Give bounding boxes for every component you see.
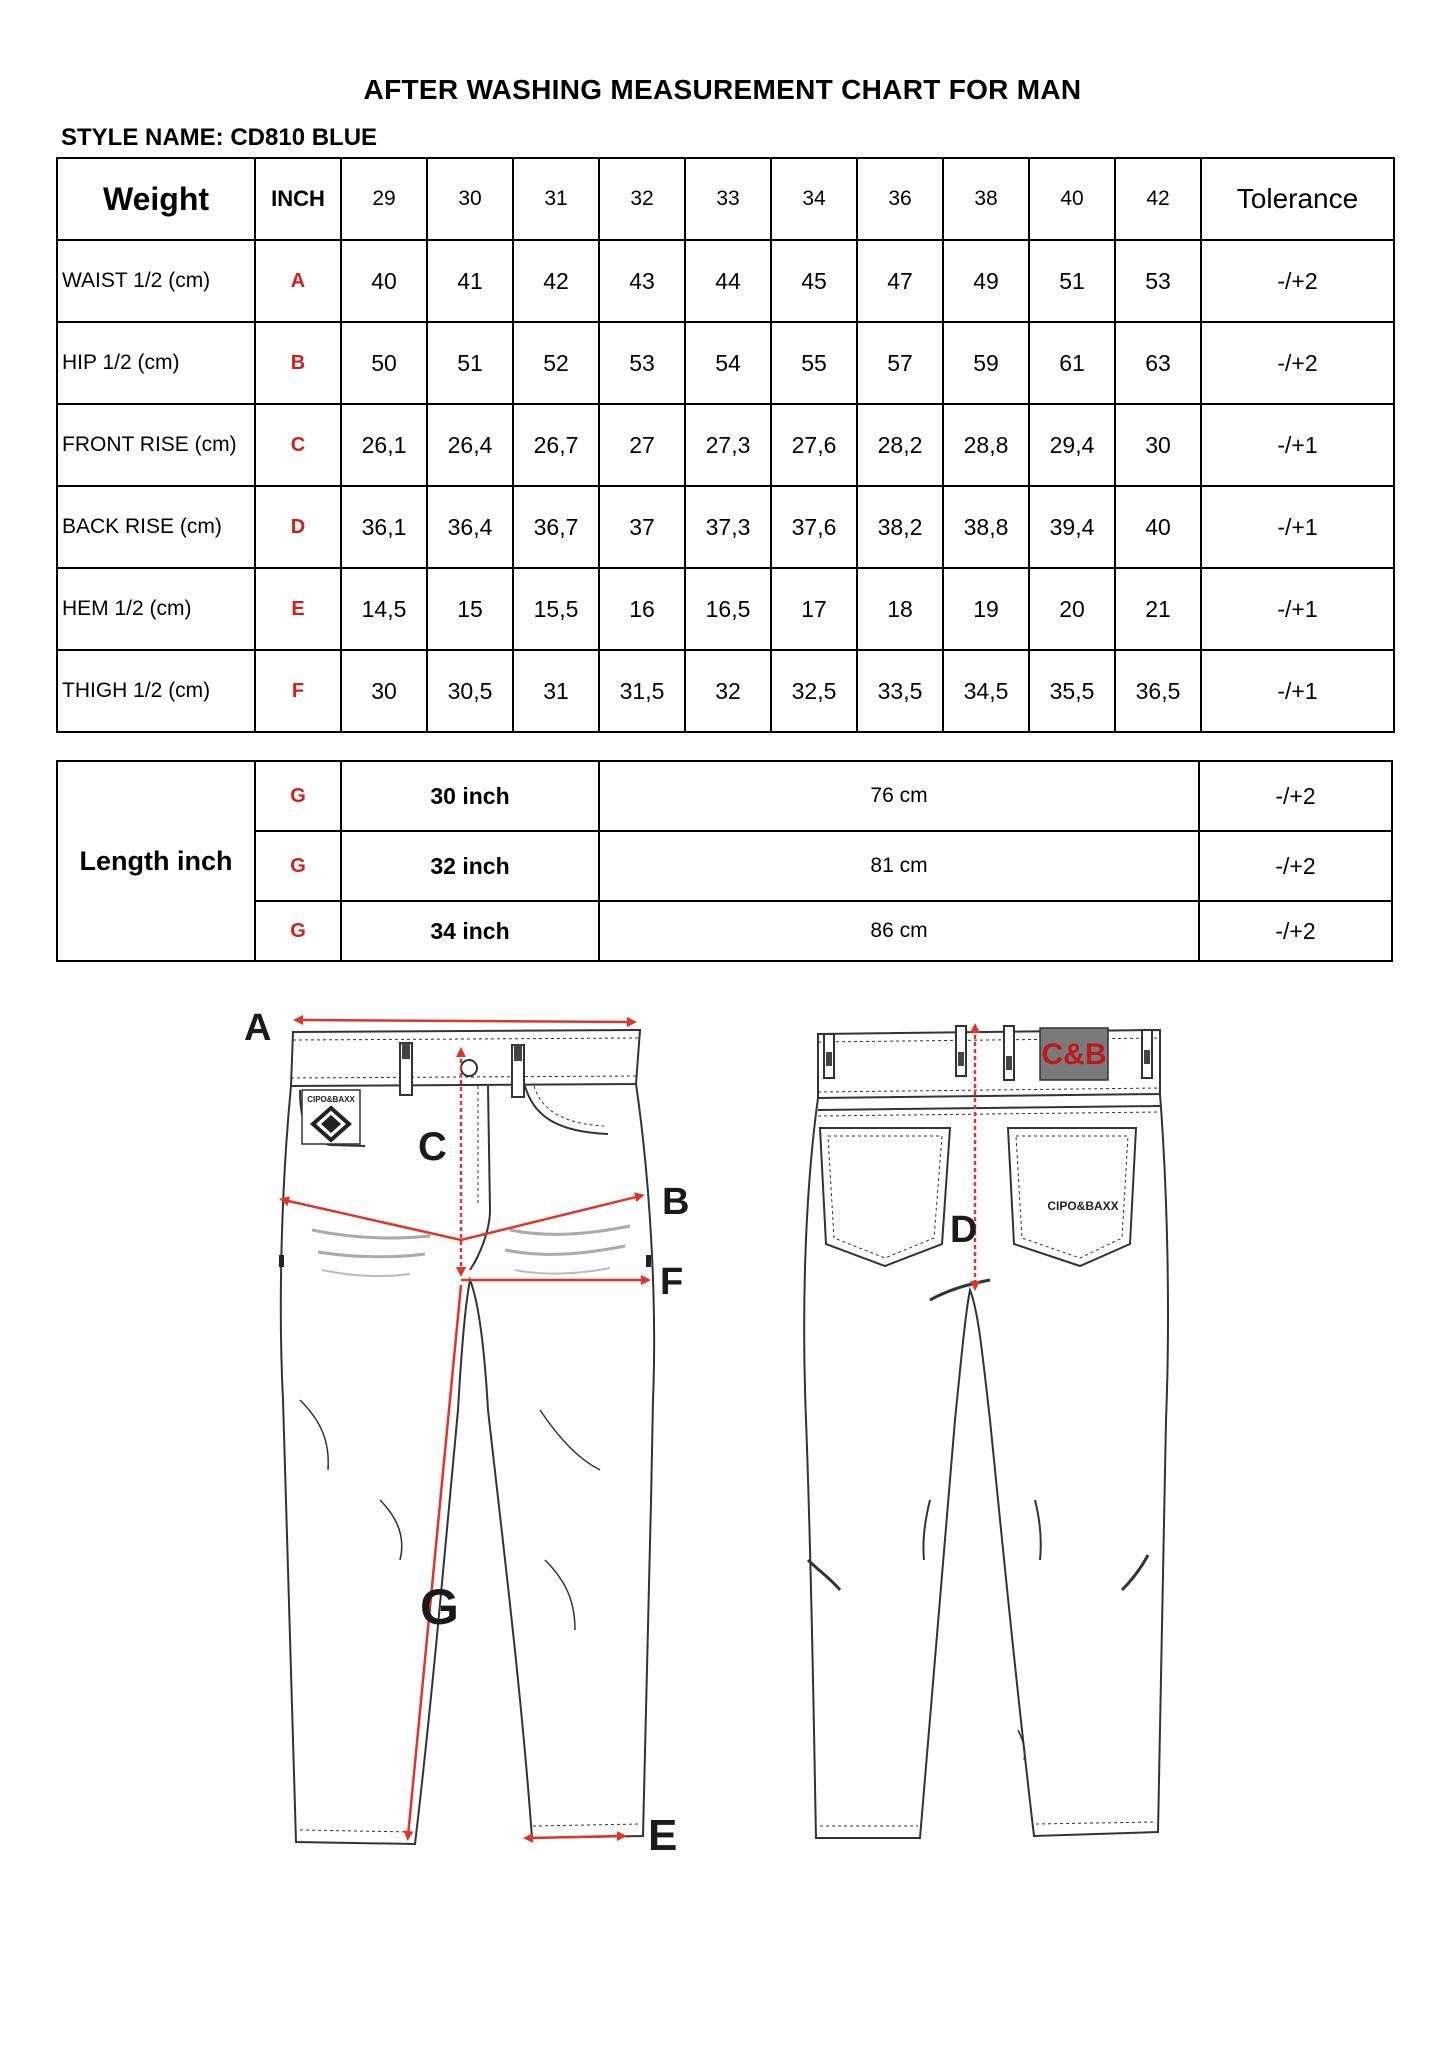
measurement-value: 39,4 bbox=[1029, 486, 1115, 568]
style-name: STYLE NAME: CD810 BLUE bbox=[61, 124, 378, 151]
measurement-value: 47 bbox=[857, 240, 943, 322]
length-code: G bbox=[255, 831, 341, 901]
measurement-value: 40 bbox=[1115, 486, 1201, 568]
length-tolerance: -/+2 bbox=[1199, 831, 1392, 901]
header-size: 29 bbox=[341, 158, 427, 240]
length-label: Length inch bbox=[57, 761, 255, 961]
measurement-value: 15 bbox=[427, 568, 513, 650]
measurement-value: 37 bbox=[599, 486, 685, 568]
measurement-value: 36,7 bbox=[513, 486, 599, 568]
measurement-value: 14,5 bbox=[341, 568, 427, 650]
hem-measure-line bbox=[528, 1836, 622, 1838]
marker-e: E bbox=[648, 1811, 678, 1860]
measurement-value: 57 bbox=[857, 322, 943, 404]
measurement-value: 54 bbox=[685, 322, 771, 404]
header-size: 42 bbox=[1115, 158, 1201, 240]
length-cm: 76 cm bbox=[599, 761, 1199, 831]
measurement-value: 27,6 bbox=[771, 404, 857, 486]
measurement-value: 19 bbox=[943, 568, 1029, 650]
measurement-value: 26,4 bbox=[427, 404, 513, 486]
length-cm: 81 cm bbox=[599, 831, 1199, 901]
measurement-value: 21 bbox=[1115, 568, 1201, 650]
measurement-value: 20 bbox=[1029, 568, 1115, 650]
measurement-label: THIGH 1/2 (cm) bbox=[57, 650, 255, 732]
length-inch: 30 inch bbox=[341, 761, 599, 831]
measurement-tolerance: -/+2 bbox=[1201, 322, 1394, 404]
measurement-value: 50 bbox=[341, 322, 427, 404]
measurement-value: 51 bbox=[427, 322, 513, 404]
waist-measure-line bbox=[298, 1020, 632, 1022]
measurement-label: BACK RISE (cm) bbox=[57, 486, 255, 568]
header-size: 40 bbox=[1029, 158, 1115, 240]
measurement-value: 26,1 bbox=[341, 404, 427, 486]
measurement-value: 31,5 bbox=[599, 650, 685, 732]
measurement-value: 17 bbox=[771, 568, 857, 650]
measurement-tolerance: -/+1 bbox=[1201, 486, 1394, 568]
header-size: 32 bbox=[599, 158, 685, 240]
measurement-value: 28,2 bbox=[857, 404, 943, 486]
measurement-value: 53 bbox=[599, 322, 685, 404]
page-title: AFTER WASHING MEASUREMENT CHART FOR MAN bbox=[363, 74, 1082, 105]
measurement-value: 32 bbox=[685, 650, 771, 732]
measurement-tolerance: -/+1 bbox=[1201, 568, 1394, 650]
back-jeans-drawing bbox=[804, 1026, 1168, 1838]
header-tolerance: Tolerance bbox=[1201, 158, 1394, 240]
header-size: 36 bbox=[857, 158, 943, 240]
measurement-code: C bbox=[255, 404, 341, 486]
measurement-value: 49 bbox=[943, 240, 1029, 322]
front-jeans-drawing bbox=[279, 1030, 654, 1844]
measurement-value: 59 bbox=[943, 322, 1029, 404]
measurement-tolerance: -/+1 bbox=[1201, 404, 1394, 486]
measurement-value: 40 bbox=[341, 240, 427, 322]
length-code: G bbox=[255, 901, 341, 961]
measurement-value: 38,2 bbox=[857, 486, 943, 568]
marker-g: G bbox=[420, 1579, 459, 1635]
measurement-tolerance: -/+2 bbox=[1201, 240, 1394, 322]
measurement-value: 41 bbox=[427, 240, 513, 322]
measurement-value: 63 bbox=[1115, 322, 1201, 404]
measurement-value: 52 bbox=[513, 322, 599, 404]
inseam-measure-line bbox=[408, 1285, 461, 1836]
measurement-value: 45 bbox=[771, 240, 857, 322]
marker-c: C bbox=[418, 1125, 447, 1169]
measurement-value: 42 bbox=[513, 240, 599, 322]
length-cm: 86 cm bbox=[599, 901, 1199, 961]
length-tolerance: -/+2 bbox=[1199, 761, 1392, 831]
measurement-label: WAIST 1/2 (cm) bbox=[57, 240, 255, 322]
measurement-code: D bbox=[255, 486, 341, 568]
measurement-value: 43 bbox=[599, 240, 685, 322]
header-size: 31 bbox=[513, 158, 599, 240]
marker-d: D bbox=[950, 1209, 978, 1251]
marker-a: A bbox=[244, 1007, 272, 1049]
header-inch: INCH bbox=[255, 158, 341, 240]
measurement-value: 30,5 bbox=[427, 650, 513, 732]
measurement-value: 29,4 bbox=[1029, 404, 1115, 486]
measurement-value: 16,5 bbox=[685, 568, 771, 650]
measurement-value: 33,5 bbox=[857, 650, 943, 732]
measurement-value: 28,8 bbox=[943, 404, 1029, 486]
measurement-value: 36,1 bbox=[341, 486, 427, 568]
measurement-value: 32,5 bbox=[771, 650, 857, 732]
header-size: 38 bbox=[943, 158, 1029, 240]
measurement-value: 27 bbox=[599, 404, 685, 486]
length-tolerance: -/+2 bbox=[1199, 901, 1392, 961]
header-size: 30 bbox=[427, 158, 513, 240]
measurement-value: 37,6 bbox=[771, 486, 857, 568]
measurement-label: FRONT RISE (cm) bbox=[57, 404, 255, 486]
measurement-tolerance: -/+1 bbox=[1201, 650, 1394, 732]
measurement-label: HEM 1/2 (cm) bbox=[57, 568, 255, 650]
measurement-code: B bbox=[255, 322, 341, 404]
measurement-value: 30 bbox=[341, 650, 427, 732]
measurement-value: 18 bbox=[857, 568, 943, 650]
brand-patch-label: C&B bbox=[1041, 1038, 1107, 1071]
measurement-value: 27,3 bbox=[685, 404, 771, 486]
measurement-value: 38,8 bbox=[943, 486, 1029, 568]
measurement-value: 16 bbox=[599, 568, 685, 650]
header-size: 34 bbox=[771, 158, 857, 240]
measurement-value: 36,4 bbox=[427, 486, 513, 568]
measurement-value: 61 bbox=[1029, 322, 1115, 404]
measurement-label: HIP 1/2 (cm) bbox=[57, 322, 255, 404]
measurement-value: 34,5 bbox=[943, 650, 1029, 732]
measurement-value: 36,5 bbox=[1115, 650, 1201, 732]
header-weight: Weight bbox=[57, 158, 255, 240]
measurement-value: 30 bbox=[1115, 404, 1201, 486]
measurement-code: F bbox=[255, 650, 341, 732]
measurement-value: 55 bbox=[771, 322, 857, 404]
measurement-value: 53 bbox=[1115, 240, 1201, 322]
marker-b: B bbox=[662, 1181, 690, 1223]
length-inch: 32 inch bbox=[341, 831, 599, 901]
front-pocket-label: CIPO&BAXX bbox=[307, 1095, 355, 1104]
marker-f: F bbox=[660, 1261, 684, 1303]
measurement-value: 44 bbox=[685, 240, 771, 322]
brand-patch bbox=[1040, 1028, 1108, 1080]
measurement-value: 31 bbox=[513, 650, 599, 732]
measurement-value: 26,7 bbox=[513, 404, 599, 486]
length-inch: 34 inch bbox=[341, 901, 599, 961]
measurement-value: 51 bbox=[1029, 240, 1115, 322]
measurement-value: 15,5 bbox=[513, 568, 599, 650]
measurement-code: A bbox=[255, 240, 341, 322]
measurement-code: E bbox=[255, 568, 341, 650]
length-code: G bbox=[255, 761, 341, 831]
header-size: 33 bbox=[685, 158, 771, 240]
measurement-value: 37,3 bbox=[685, 486, 771, 568]
back-pocket-label: CIPO&BAXX bbox=[1047, 1199, 1119, 1213]
measurement-value: 35,5 bbox=[1029, 650, 1115, 732]
